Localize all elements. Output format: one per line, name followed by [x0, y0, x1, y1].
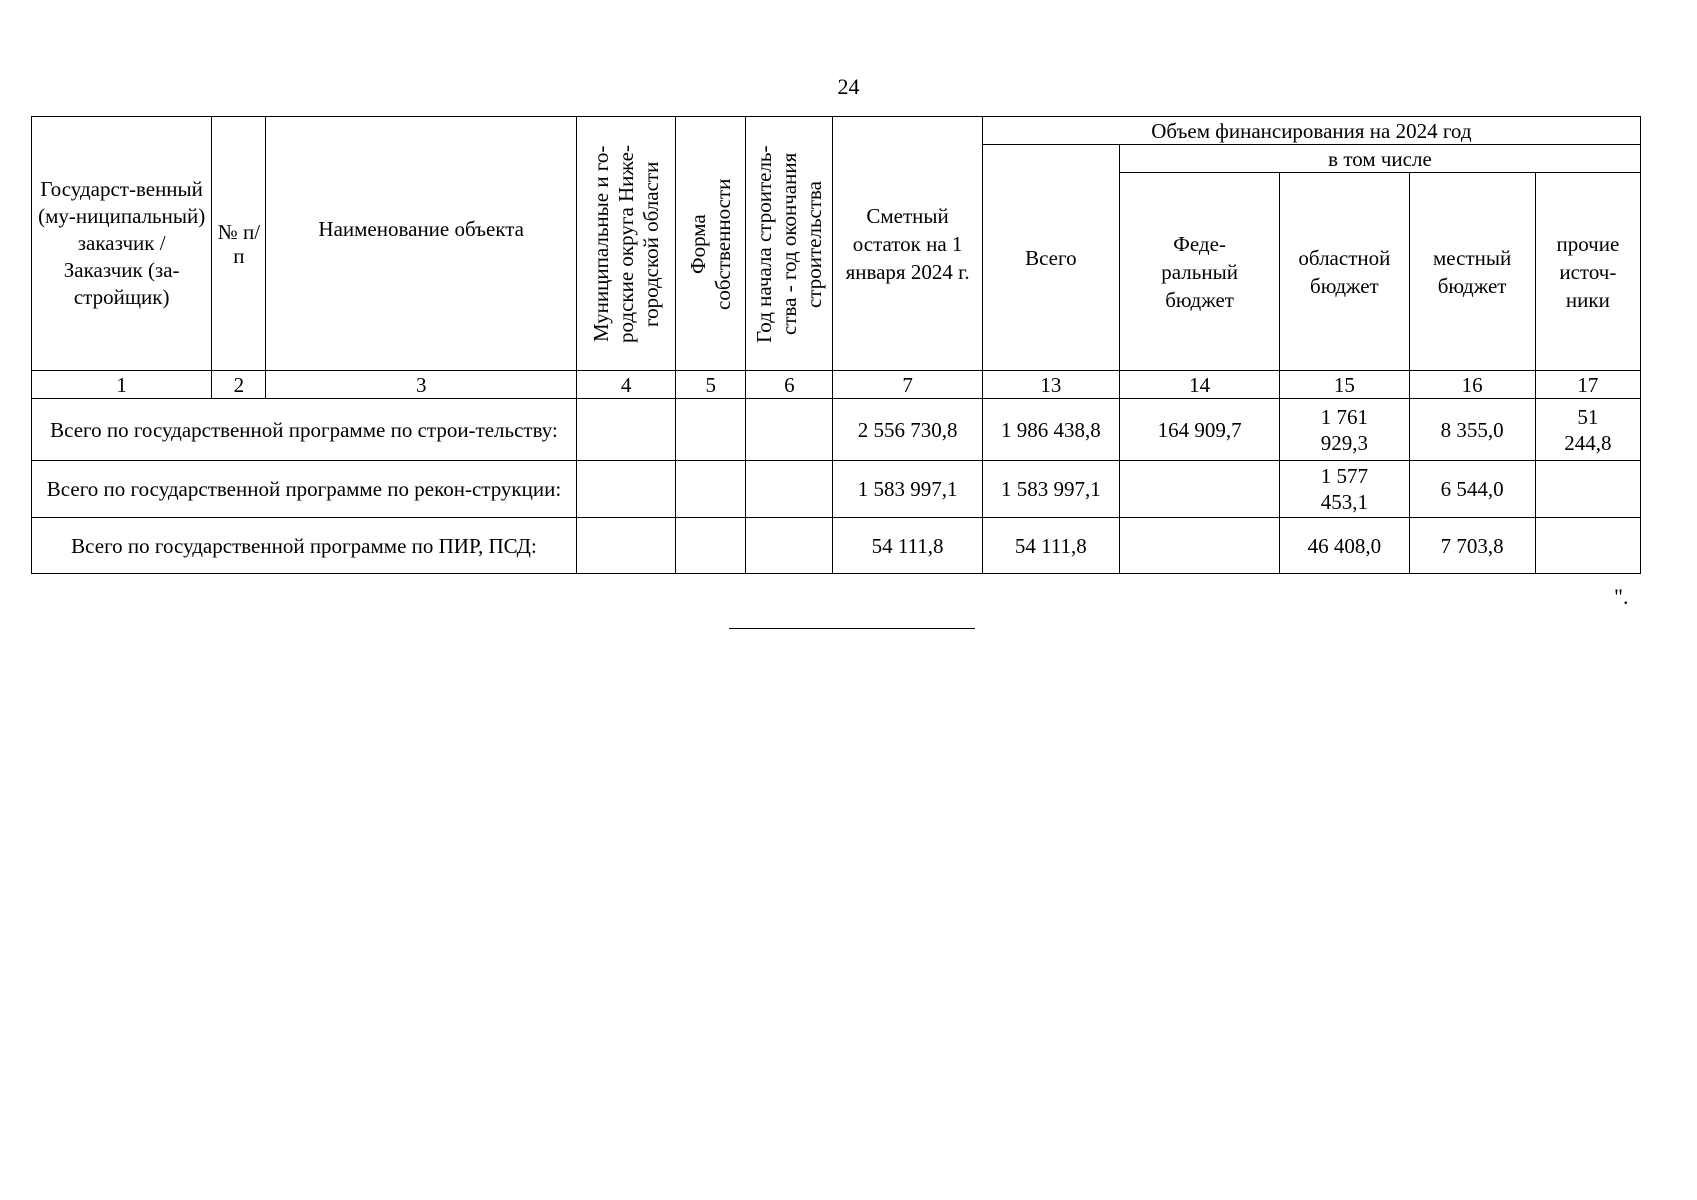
column-number: 17 — [1535, 371, 1640, 399]
column-number: 1 — [32, 371, 212, 399]
closing-rule — [729, 628, 975, 629]
column-number: 2 — [212, 371, 266, 399]
empty-cell — [746, 399, 833, 461]
header-municipalities-text: Муниципальные и го-родские округа Ниже-городской области — [588, 144, 663, 343]
table-row — [32, 518, 1641, 574]
header-ownership-text: Форма собственности — [685, 177, 735, 310]
header-years-text: Год начала строитель-ства - год окончания строительства — [751, 144, 826, 343]
estimate-balance-value: 1 583 997,1 — [833, 461, 982, 518]
header-years — [746, 117, 833, 371]
header-other: прочие источ-ники — [1535, 173, 1640, 371]
total-value: 1 986 438,8 — [982, 399, 1119, 461]
total-value: 1 583 997,1 — [982, 461, 1119, 518]
header-total: Всего — [982, 145, 1119, 371]
empty-cell — [676, 399, 746, 461]
header-regional: областной бюджет — [1280, 173, 1409, 371]
funding-table — [31, 116, 1641, 574]
header-federal: Феде-ральный бюджет — [1119, 173, 1279, 371]
closing-quote: ". — [1614, 584, 1629, 609]
header-including: в том числе — [1119, 145, 1640, 173]
table-row — [32, 461, 1641, 518]
local-value: 8 355,0 — [1409, 399, 1535, 461]
estimate-balance-value: 2 556 730,8 — [833, 399, 982, 461]
local-value: 7 703,8 — [1409, 518, 1535, 574]
local-value: 6 544,0 — [1409, 461, 1535, 518]
column-number: 5 — [676, 371, 746, 399]
column-number: 13 — [982, 371, 1119, 399]
row-label: Всего по государственной программе по ПИР, ПСД: — [32, 518, 577, 574]
header-municipalities — [577, 117, 676, 371]
federal-value — [1119, 518, 1279, 574]
header-object-name: Наименование объекта — [266, 117, 577, 371]
column-number: 4 — [577, 371, 676, 399]
column-number: 6 — [746, 371, 833, 399]
row-label: Всего по государственной программе по строи-тельству: — [32, 399, 577, 461]
column-number: 3 — [266, 371, 577, 399]
federal-value: 164 909,7 — [1119, 399, 1279, 461]
column-number: 15 — [1280, 371, 1409, 399]
empty-cell — [577, 461, 676, 518]
total-value: 54 111,8 — [982, 518, 1119, 574]
header-local: местный бюджет — [1409, 173, 1535, 371]
table-row — [32, 399, 1641, 461]
regional-value: 1 761 929,3 — [1280, 399, 1409, 461]
regional-value: 1 577 453,1 — [1280, 461, 1409, 518]
other-value — [1535, 518, 1640, 574]
other-value — [1535, 461, 1640, 518]
page-number: 24 — [837, 74, 860, 99]
header-number: № п/п — [212, 117, 266, 371]
column-number: 16 — [1409, 371, 1535, 399]
empty-cell — [746, 518, 833, 574]
column-number: 7 — [833, 371, 982, 399]
empty-cell — [746, 461, 833, 518]
column-numbers-row — [32, 371, 1641, 399]
estimate-balance-value: 54 111,8 — [833, 518, 982, 574]
empty-cell — [676, 461, 746, 518]
regional-value: 46 408,0 — [1280, 518, 1409, 574]
empty-cell — [577, 518, 676, 574]
header-customer: Государст-венный (му-ниципальный) заказчик / Заказчик (за-стройщик) — [32, 117, 212, 371]
empty-cell — [676, 518, 746, 574]
other-value: 51 244,8 — [1535, 399, 1640, 461]
row-label: Всего по государственной программе по рекон-струкции: — [32, 461, 577, 518]
header-funding-group: Объем финансирования на 2024 год — [982, 117, 1640, 145]
empty-cell — [577, 399, 676, 461]
federal-value — [1119, 461, 1279, 518]
header-ownership — [676, 117, 746, 371]
header-estimate-balance: Сметный остаток на 1 января 2024 г. — [833, 117, 982, 371]
column-number: 14 — [1119, 371, 1279, 399]
